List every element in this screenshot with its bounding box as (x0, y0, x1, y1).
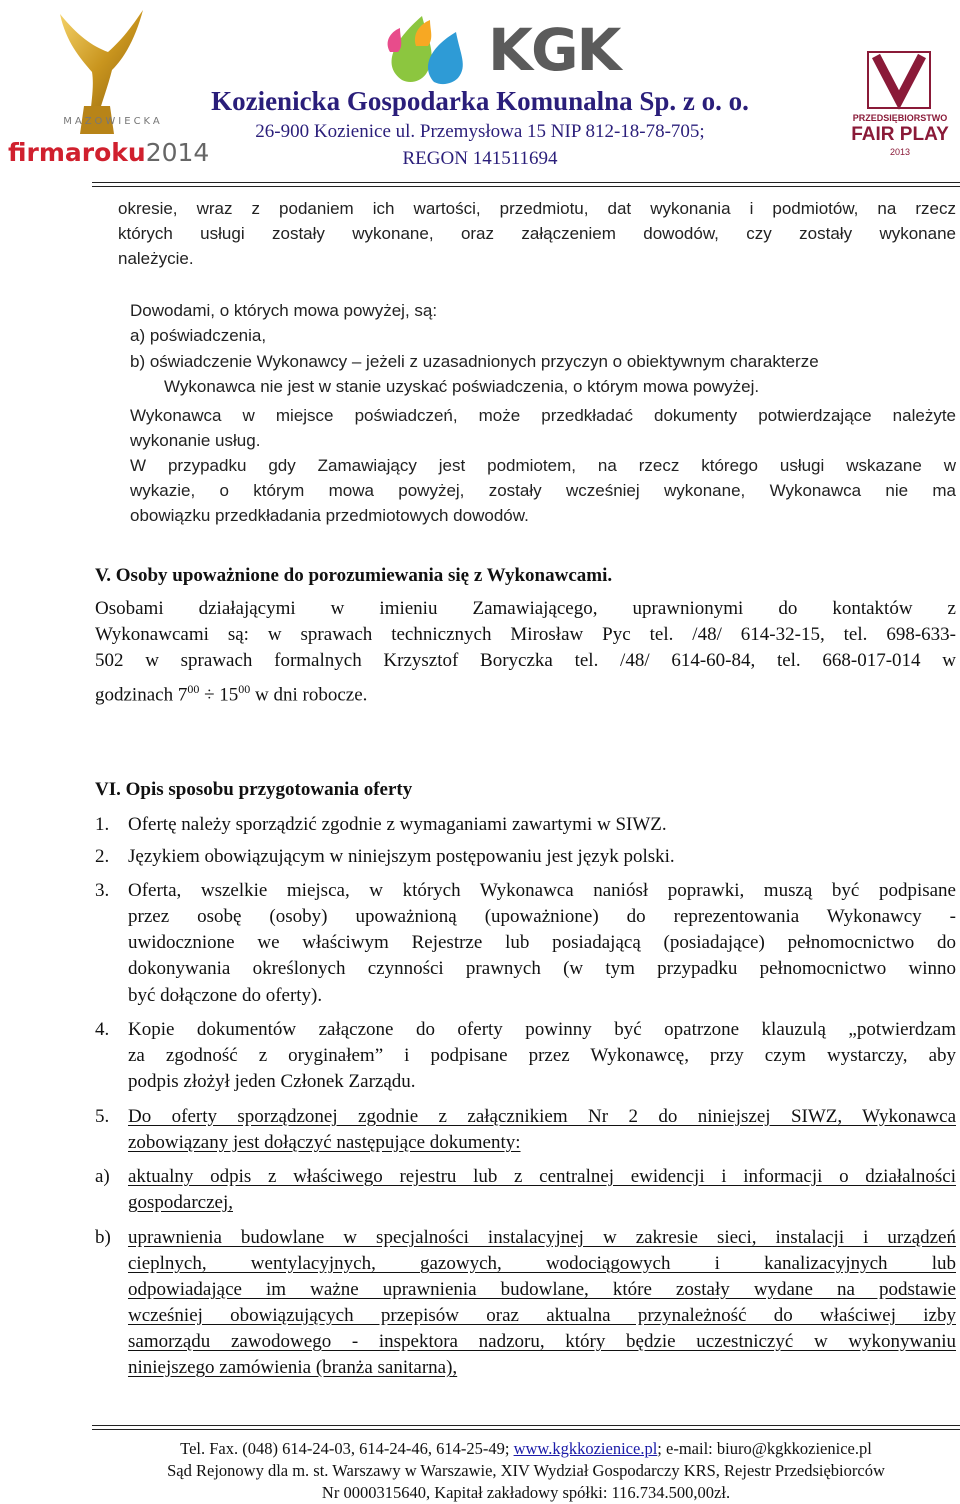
item-1-text: Ofertę należy sporządzić zgodnie z wymaganiami zawartymi w SIWZ. (128, 814, 667, 835)
evidence-para3-line-2: wykazie, o którym mowa powyżej, zostały wcześniej wykonane, Wykonawca nie ma (130, 481, 956, 500)
footer-divider-thin (92, 1425, 960, 1426)
section-5-heading: V. Osoby upoważnione do porozumiewania się z Wykonawcami. (95, 565, 613, 586)
company-address: 26-900 Kozienice ul. Przemysłowa 15 NIP 812-18-78-705; (255, 121, 705, 142)
section-5-line-2: Wykonawcami są: w sprawach technicznych Mirosław Pyc tel. /48/ 614-32-15, tel. 698-633- (95, 624, 956, 645)
footer-capital-line: Nr 0000315640, Kapitał zakładowy spółki: 116.734.500,00zł. (321, 1483, 731, 1502)
item-3-number: 3. (95, 880, 110, 901)
evidence-intro: Dowodami, o których mowa powyżej, są: (130, 301, 438, 320)
fair-play-caption-top: PRZEDSIĘBIORSTWO (852, 113, 948, 123)
award-caption-region: MAZOWIECKA (63, 116, 163, 127)
evidence-para2-line-1: Wykonawca w miejsce poświadczeń, może przedkładać dokumenty potwierdzające należyte (130, 406, 956, 425)
item-5-line-1: Do oferty sporządzonej zgodnie z załącznikiem Nr 2 do niniejszej SIWZ, Wykonawca (128, 1106, 956, 1127)
footer-phones: Tel. Fax. (048) 614-24-03, 614-24-46, 614-25-49; (180, 1439, 514, 1458)
sub-b-line-6: niniejszego zamówienia (branża sanitarna), (128, 1357, 458, 1378)
hours-prefix: godzinach 7 (95, 684, 188, 706)
section-5-line-3: 502 w sprawach formalnych Krzysztof Boryczka tel. /48/ 614-60-84, tel. 668-017-014 w (95, 650, 956, 671)
item-4-number: 4. (95, 1019, 110, 1040)
section-5-line-1: Osobami działającymi w imieniu Zamawiającego, uprawnionymi do kontaktów z (95, 598, 956, 619)
sub-a-line-1: aktualny odpis z właściwego rejestru lub z centralnej ewidencji i informacji o działalności (128, 1166, 956, 1187)
footer-divider (92, 1429, 960, 1430)
footer-court-line: Sąd Rejonowy dla m. st. Warszawy w Warszawie, XIV Wydział Gospodarczy KRS, Rejestr Przedsiębiorców (167, 1461, 885, 1480)
sub-b-line-5: samorządu zawodowego - inspektora nadzoru, który będzie uczestniczyć w wykonywaniu (128, 1331, 956, 1352)
hours-start-minutes: 00 (187, 682, 200, 696)
item-3-line-4: dokonywania określonych czynności prawnych (w tym przypadku pełnomocnictwo winno (128, 958, 956, 979)
item-3-line-5: być dołączone do oferty). (128, 985, 323, 1006)
evidence-para3-line-3: obowiązku przedkładania przedmiotowych dowodów. (130, 506, 529, 525)
company-regon: REGON 141511694 (402, 148, 558, 169)
hours-end-minutes: 00 (238, 682, 251, 696)
continuation-line-3: należycie. (118, 249, 194, 268)
sub-b-line-4: wcześniej obowiązujących przepisów oraz aktualna przynależność do właściwej izby (128, 1305, 956, 1326)
sub-b-line-2: cieplnych, wentylacyjnych, gazowych, wodociągowych i kanalizacyjnych lub (128, 1253, 956, 1274)
hours-suffix: w dni robocze. (255, 684, 368, 706)
section-6-heading: VI. Opis sposobu przygotowania oferty (95, 779, 413, 800)
footer-email: ; e-mail: biuro@kgkkozienice.pl (657, 1439, 872, 1458)
kgk-logo-text: KGK (488, 16, 620, 84)
item-4-line-3: podpis złożył jeden Członek Zarządu. (128, 1071, 416, 1092)
section-5-line-4 (95, 676, 367, 709)
item-2-text: Językiem obowiązującym w niniejszym postępowaniu jest język polski. (128, 846, 675, 867)
item-5-line-2: zobowiązany jest dołączyć następujące dokumenty: (128, 1132, 521, 1153)
evidence-item-a: a) poświadczenia, (130, 326, 267, 345)
footer-website-link[interactable]: www.kgkkozienice.pl (513, 1439, 658, 1458)
evidence-item-b-line-2: Wykonawca nie jest w stanie uzyskać poświadczenia, o którym mowa powyżej. (164, 377, 760, 396)
item-4-line-2: za zgodność z oryginałem” i podpisane przez Wykonawcę, przy czym wystarczy, aby (128, 1045, 956, 1066)
company-name: Kozienicka Gospodarka Komunalna Sp. z o. o. (211, 86, 749, 116)
sub-b-marker: b) (95, 1227, 111, 1248)
footer-contact-line (92, 1439, 960, 1459)
header-divider-thin (92, 186, 960, 187)
fair-play-caption-main: FAIR PLAY (851, 124, 949, 145)
item-3-line-3: uwidocznione we właściwym Rejestrze lub posiadającą (posiadające) pełnomocnictwo do (128, 932, 956, 953)
award-year-text: 2014 (145, 138, 210, 167)
continuation-line-1: okresie, wraz z podaniem ich wartości, przedmiotu, dat wykonania i podmiotów, na rzecz (118, 199, 956, 218)
hours-end: 15 (219, 684, 239, 706)
item-5-number: 5. (95, 1106, 110, 1127)
item-3-line-1: Oferta, wszelkie miejsca, w których Wykonawca naniósł poprawki, muszą być podpisane (128, 880, 956, 901)
sub-b-line-1: uprawnienia budowlane w specjalności instalacyjnej w zakresie sieci, instalacji i urządzeń (128, 1227, 956, 1248)
item-1-number: 1. (95, 814, 110, 835)
item-4-line-1: Kopie dokumentów załączone do oferty powinny być opatrzone klauzulą „potwierdzam (128, 1019, 956, 1040)
evidence-para2-line-2: wykonanie usług. (130, 431, 261, 450)
evidence-para3-line-1: W przypadku gdy Zamawiający jest podmiotem, na rzecz którego usługi wskazane w (130, 456, 956, 475)
sub-a-line-2: gospodarczej, (128, 1192, 233, 1213)
item-2-number: 2. (95, 846, 110, 867)
continuation-line-2: których usługi zostały wykonane, oraz załączeniem dowodów, czy zostały wykonane (118, 224, 956, 243)
sub-a-marker: a) (95, 1166, 110, 1187)
sub-b-line-3: odpowiadające im ważne uprawnienia budowlane, które zostały wydane na podstawie (128, 1279, 956, 1300)
header-divider (92, 182, 960, 183)
hours-divider-symbol: ÷ (204, 684, 215, 706)
evidence-item-b-line-1: b) oświadczenie Wykonawcy – jeżeli z uzasadnionych przyczyn o obiektywnym charakterze (130, 352, 819, 371)
award-brand-text: firmaroku (8, 138, 146, 167)
item-3-line-2: przez osobę (osoby) upoważnioną (upoważnione) do reprezentowania Wykonawcy - (128, 906, 956, 927)
fair-play-caption-year: 2013 (889, 147, 911, 157)
